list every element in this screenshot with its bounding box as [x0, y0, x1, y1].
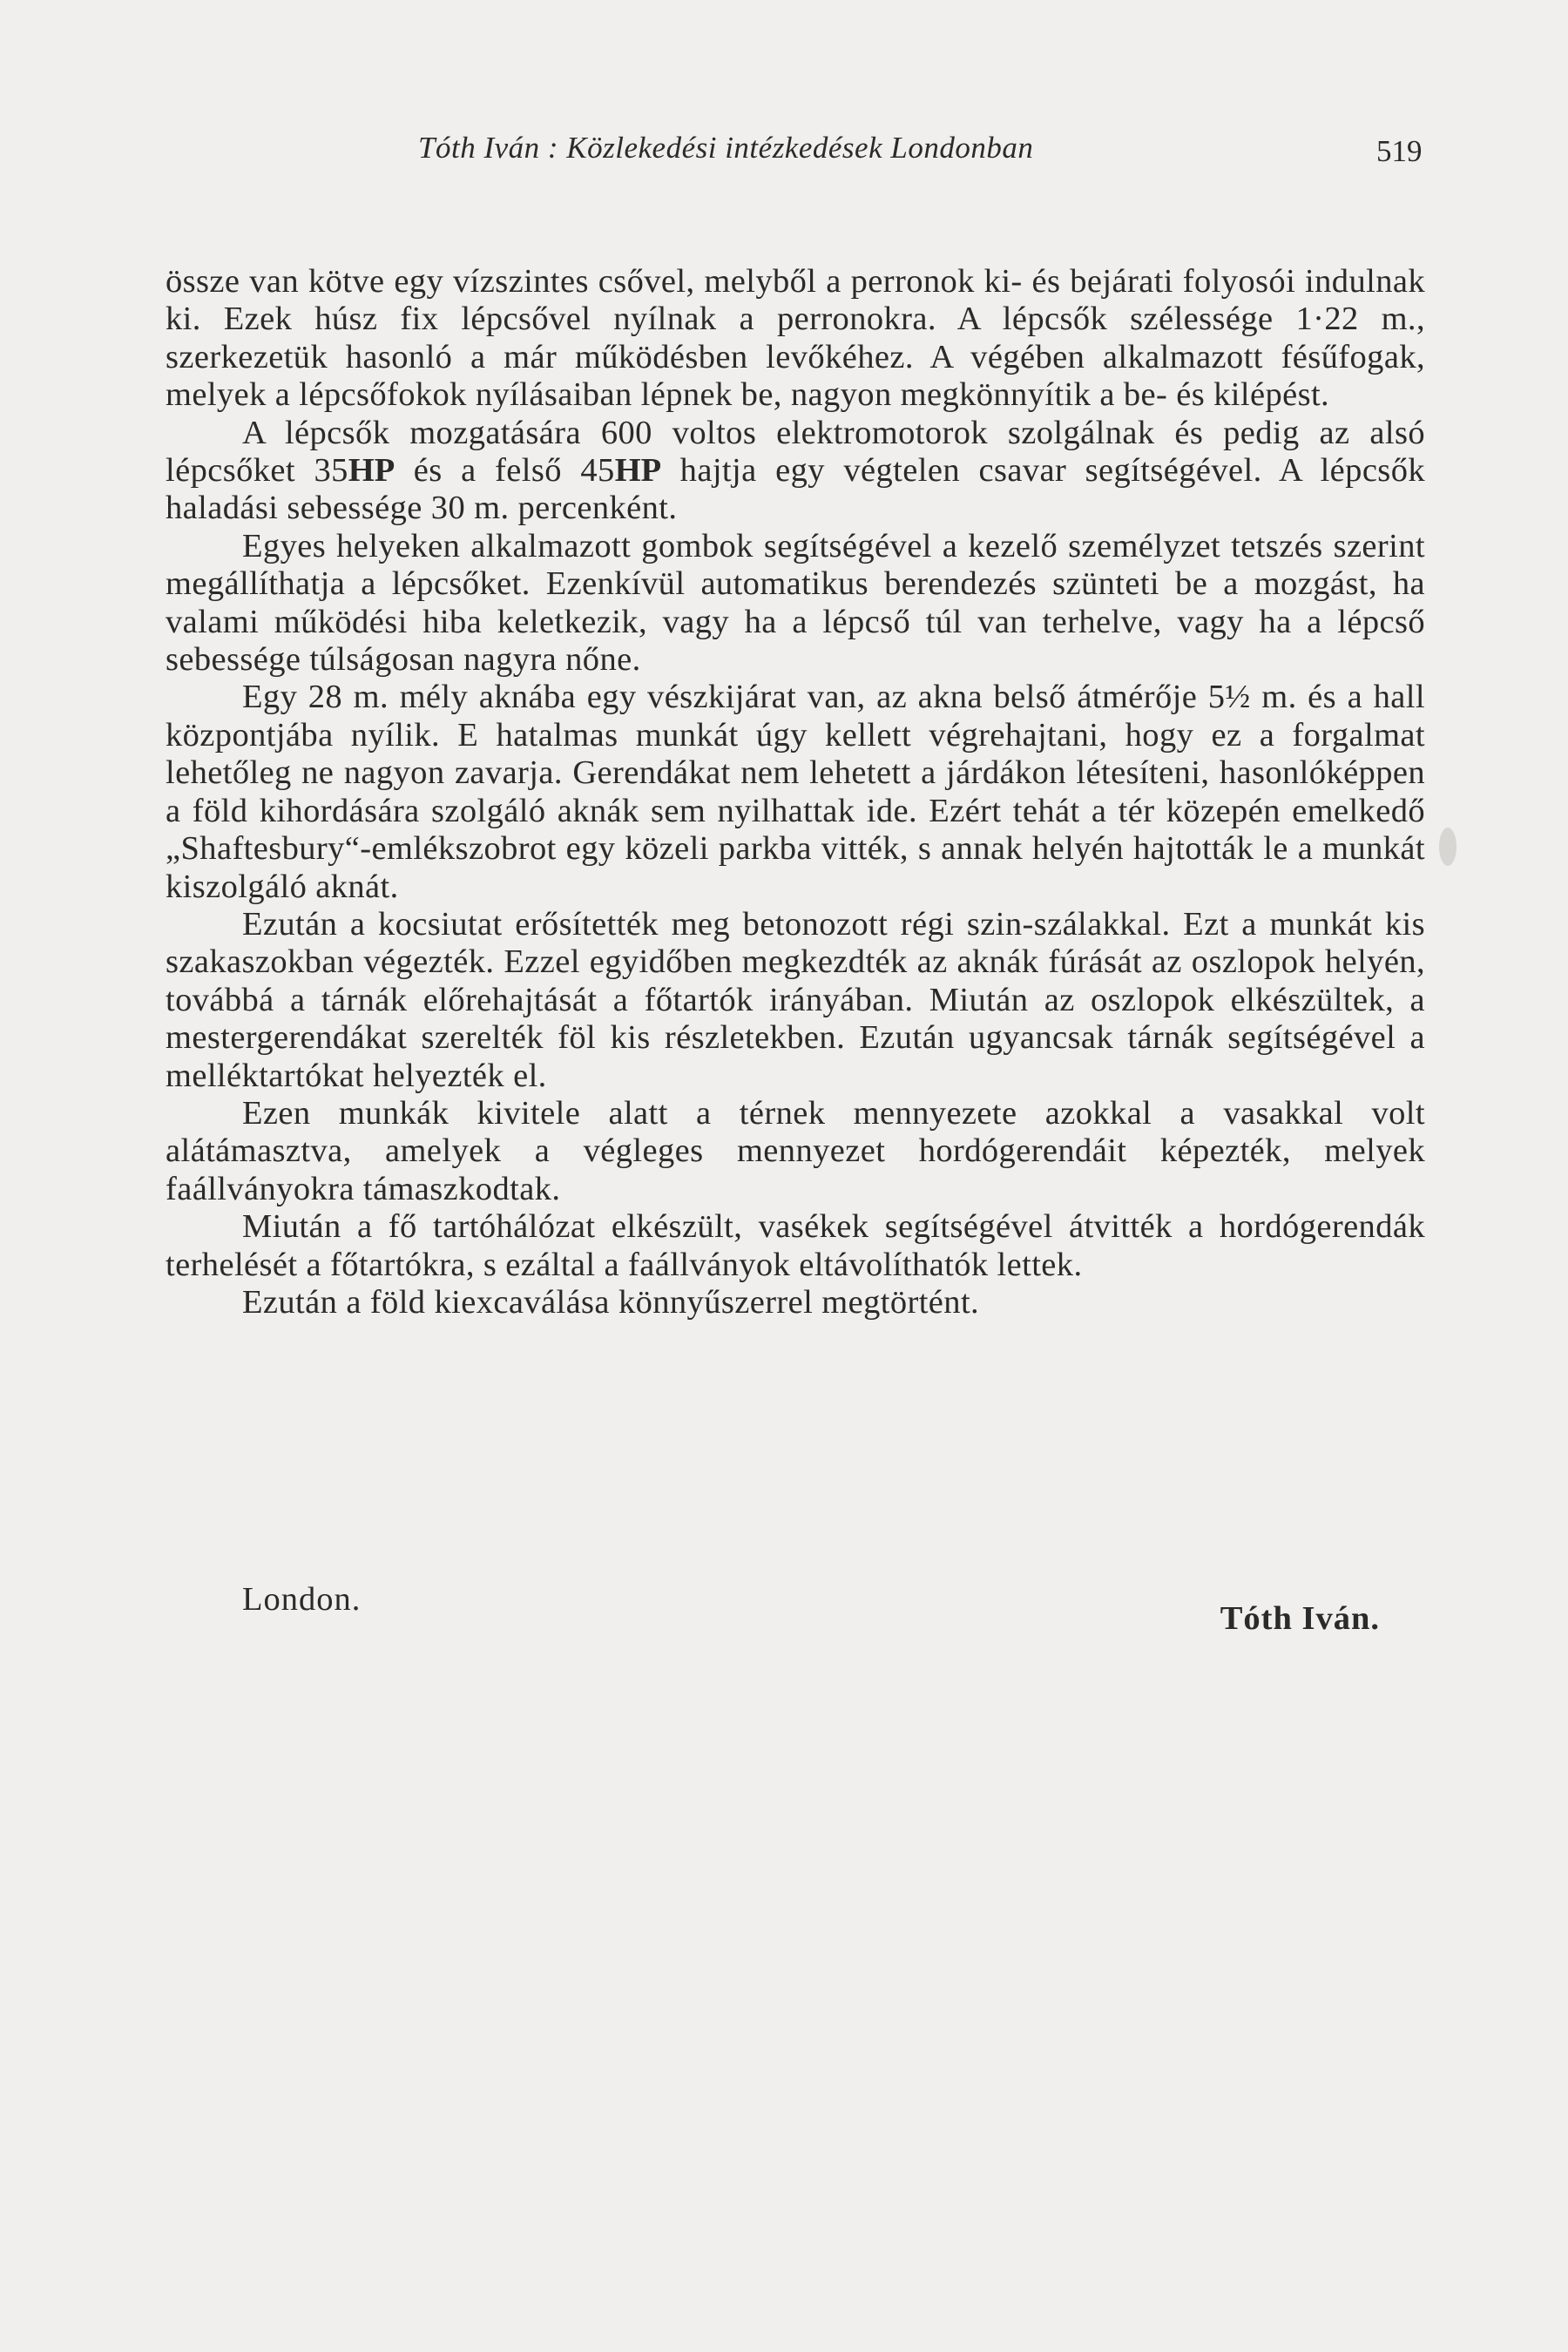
paragraph-2-part-a: A lépcsők mozgatására 600 voltos elektromotorok szolgálnak és pedig az alsó lépcsőket 35 [166, 414, 1425, 490]
paragraph-4: Egy 28 m. mély aknába egy vészkijárat van, az akna belső átmérője 5½ m. és a hall központjába nyílik. E hatalmas munkát úgy kellett végrehajtani, hogy ez a forgalmat lehetőleg ne nagyon zavarja. Gerendákat nem lehetett a járdákon létesíteni, hasonlóképpen a föld kihordására szolgáló aknák sem nyilhattak ide. Ezért tehát a tér közepén emelkedő „Shaftesbury“-emlékszobrot egy közeli parkba vitték, s annak helyén hajtották le a munkát kiszolgáló aknát. [166, 679, 1425, 905]
paragraph-7: Miután a fő tartóhálózat elkészült, vasékek segítségével átvitték a hordógerendák terhelését a főtartókra, s ezáltal a faállványok eltávolíthatók lettek. [166, 1208, 1425, 1283]
paragraph-2-part-b: és a felső 45 [395, 452, 615, 490]
paragraph-3: Egyes helyeken alkalmazott gombok segítségével a kezelő személyzet tetszés szerint megállíthatja a lépcsőket. Ezenkívül automatikus berendezés szünteti be a mozgást, ha valami működési hiba keletkezik, vagy ha a lépcső túl van terhelve, vagy ha a lépcső sebessége túlságosan nagyra nőne. [166, 527, 1425, 679]
scan-blemish [1439, 828, 1456, 866]
article-body [166, 263, 1425, 1321]
page-header [0, 131, 1568, 183]
horsepower-unit: HP [348, 452, 395, 490]
horsepower-unit: HP [614, 452, 662, 490]
paragraph-2 [166, 415, 1425, 528]
paragraph-6: Ezen munkák kivitele alatt a térnek mennyezete azokkal a vasakkal volt alátámasztva, amelyek a végleges mennyezet hordógerendáit képezték, melyek faállványokra támaszkodtak. [166, 1094, 1425, 1207]
paragraph-1: össze van kötve egy vízszintes csővel, melyből a perronok ki- és bejárati folyosói indulnak ki. Ezek húsz fix lépcsővel nyílnak a perronokra. A lépcsők szélessége 1·22 m., szerkezetük hasonló a már működésben levőkéhez. A végében alkalmazott fésűfogak, melyek a lépcsőfokok nyílásaiban lépnek be, nagyon megkönnyítik a be- és kilépést. [166, 263, 1425, 414]
signature-block [242, 1580, 1380, 1637]
place-line: London. [242, 1581, 362, 1618]
paragraph-5: Ezután a kocsiutat erősítették meg betonozott régi szin-szálakkal. Ezt a munkát kis szakaszokban végezték. Ezzel egyidőben megkezdték az aknák fúrását az oszlopok helyén, továbbá a tárnák előrehajtását a főtartók irányában. Miután az oszlopok elkészültek, a mestergerendákat szerelték föl kis részletekben. Ezután ugyancsak tárnák segítségével a melléktartókat helyezték el. [166, 905, 1425, 1094]
paragraph-2-part-c: hajtja egy végtelen csavar segítségével. A lépcsők haladási sebessége 30 m. percenként. [166, 452, 1425, 527]
running-title: Tóth Iván : Közlekedési intézkedések Londonban [418, 131, 1034, 165]
paragraph-8: Ezután a föld kiexcaválása könnyűszerrel megtörtént. [242, 1283, 980, 1321]
page-number: 519 [1376, 134, 1423, 168]
author-signature: Tóth Iván. [1220, 1600, 1380, 1637]
